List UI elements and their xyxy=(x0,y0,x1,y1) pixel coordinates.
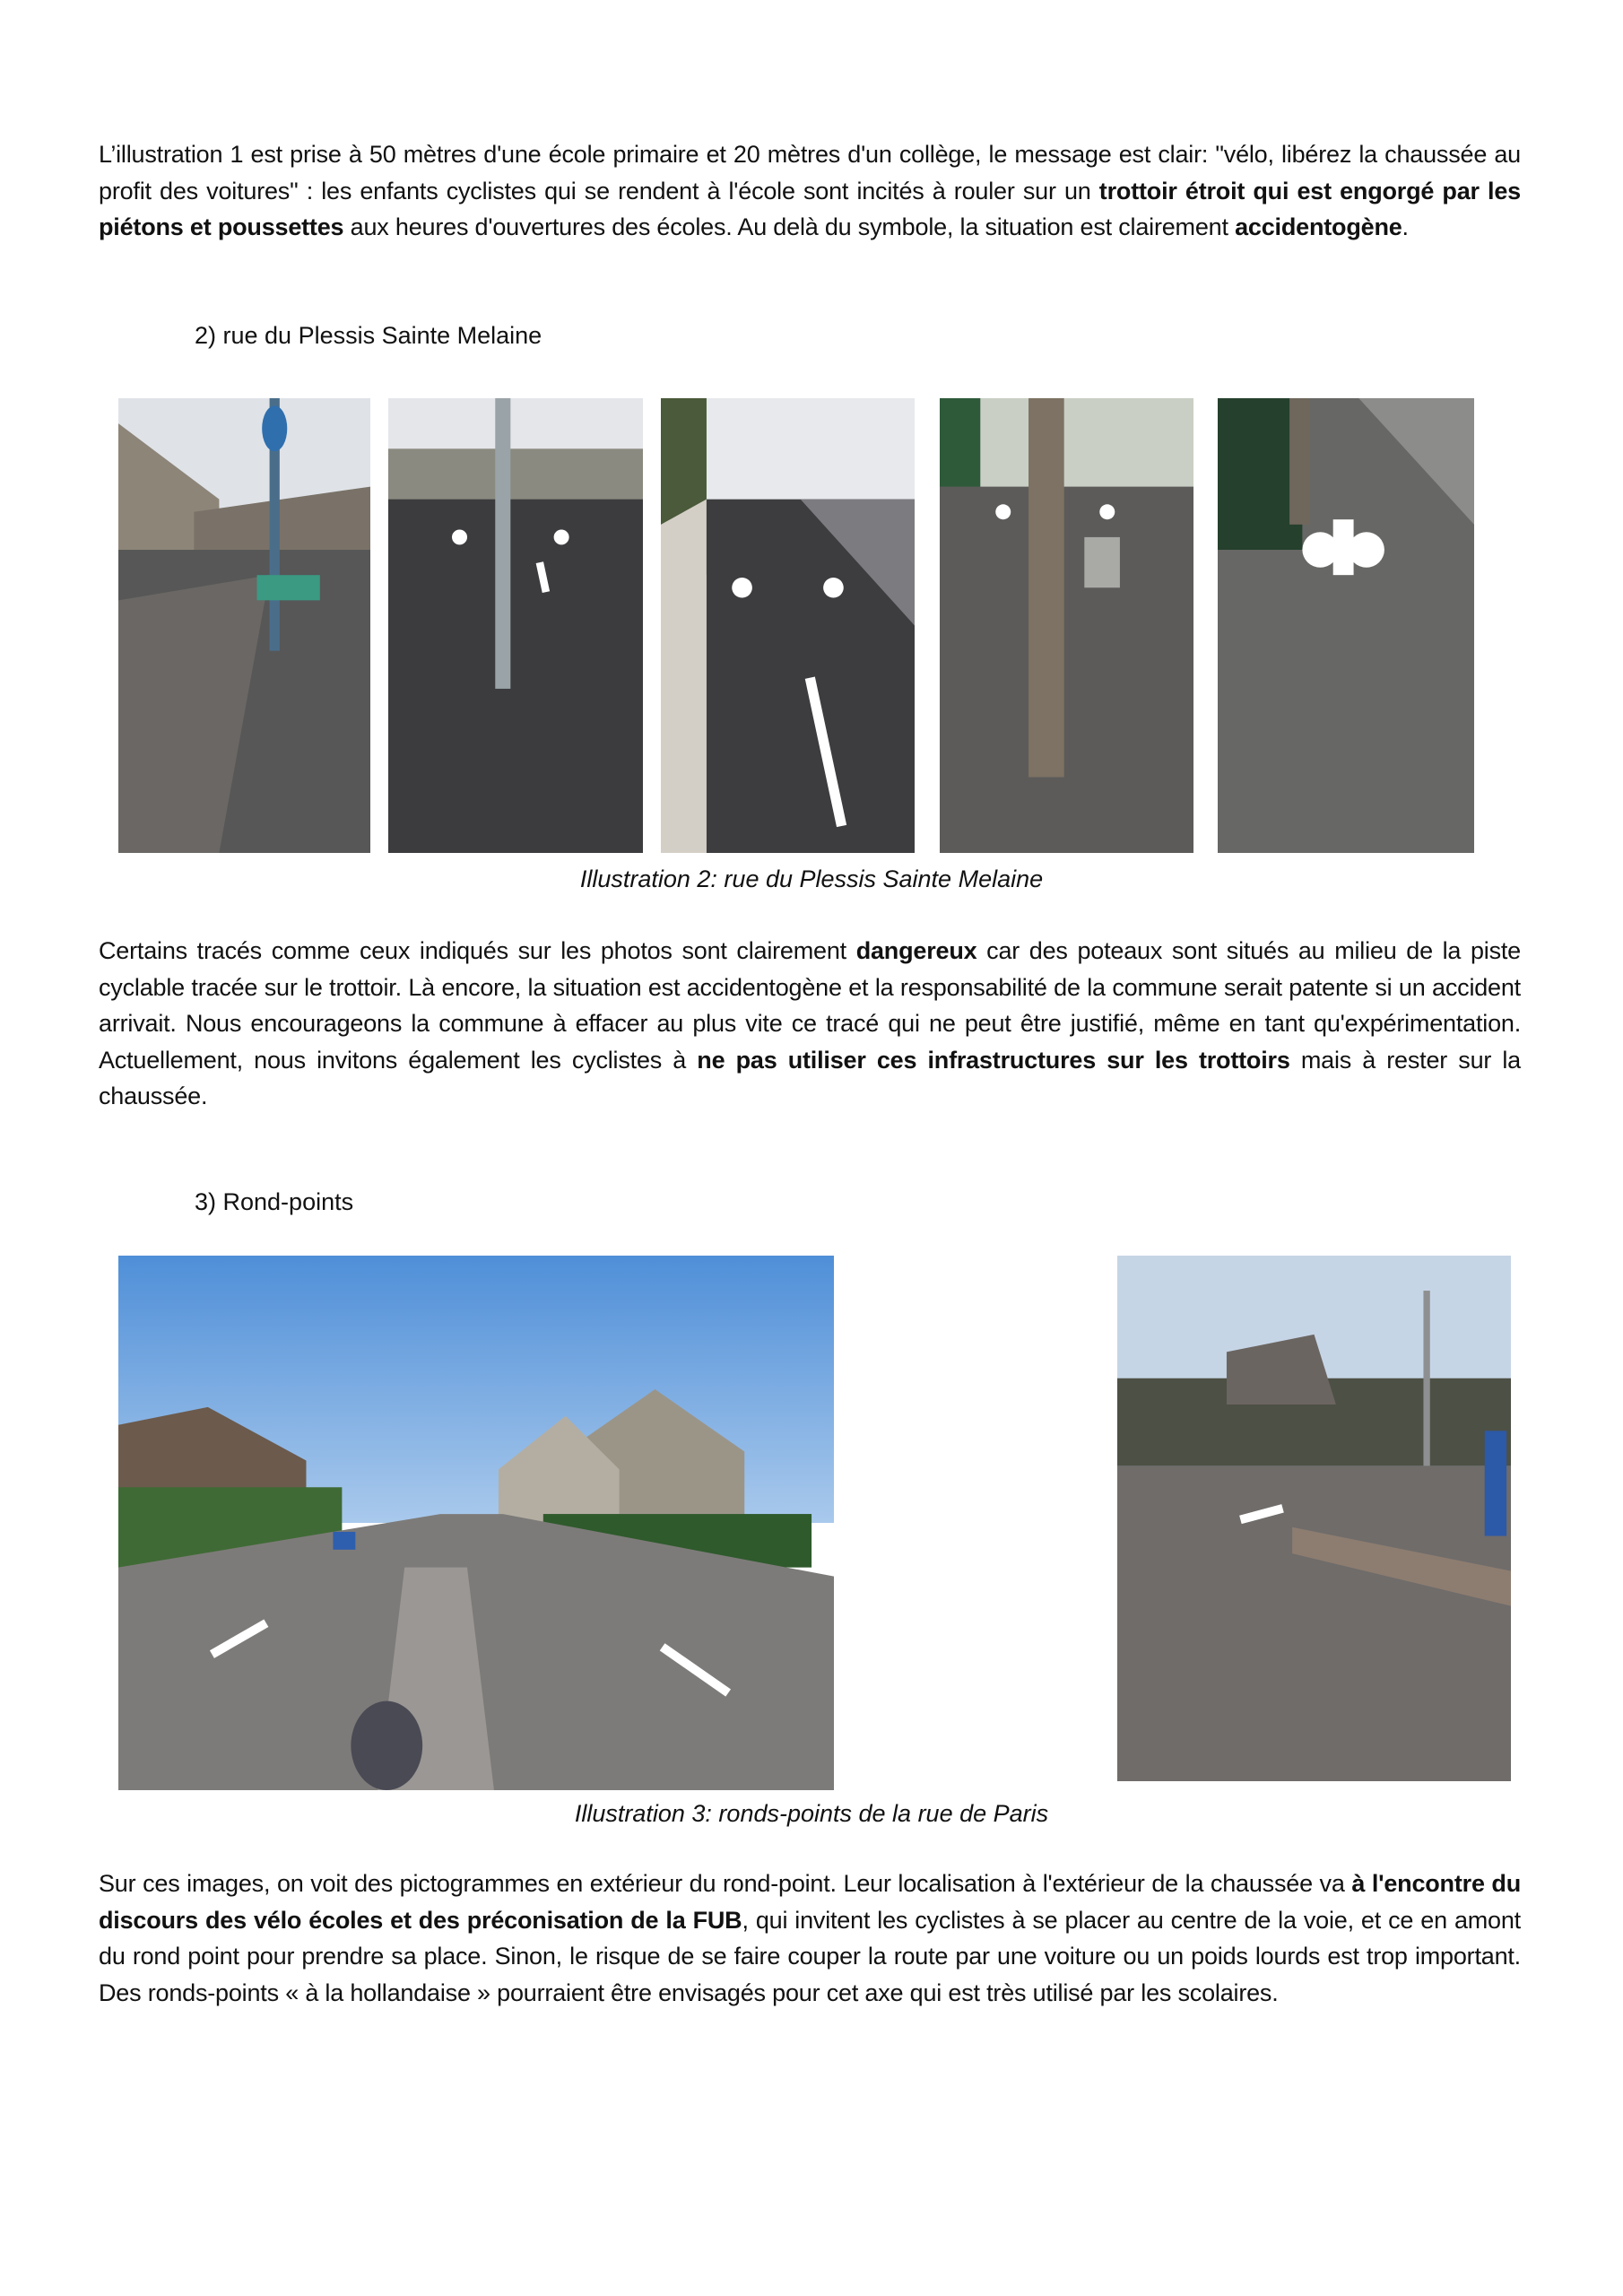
text-run: . xyxy=(1402,213,1409,241)
text-run: car des poteaux sont situés au milieu de la piste cyclable tracée sur le trottoir. Là encore, la situation est accidentogène et la responsabilité de la commune serait patente si un accident arrivait. Nous encourageons la commune à effacer au plus vite ce tracé qui ne peut être justifié, même en tant qu'expérimentation. Actuellement, nous invitons également les cyclistes à xyxy=(99,937,1521,1074)
photo-roundabout-corner xyxy=(1117,1256,1511,1781)
section-heading-3: 3) Rond-points xyxy=(195,1188,354,1215)
photo-street-corner xyxy=(118,398,370,853)
photo-roundabout-street xyxy=(118,1256,834,1790)
paragraph-illustration-1 xyxy=(99,136,1521,246)
caption-illustration-2: Illustration 2: rue du Plessis Sainte Melaine xyxy=(579,865,1044,892)
photo-bike-lane-wall xyxy=(661,398,915,853)
bold-run: trottoir étroit qui est engorgé par les piétons et poussettes xyxy=(99,177,1521,241)
bold-run: accidentogène xyxy=(1235,213,1402,241)
text-run: , qui invitent les cyclistes à se placer au centre de la voie, et ce en amont du rond point pour prendre sa place. Sinon, le risque de se faire couper la route par une voiture ou un poids lourds est trop important. Des ronds-points « à la hollandaise » pourraient être envisagés pour cet axe qui est très utilisé par les scolaires. xyxy=(99,1906,1521,2006)
text-run: L’illustration 1 est prise à 50 mètres d'une école primaire et 20 mètres d'un collège, le message est clair: "vélo, libérez la chaussée au profit des voitures" : les enfants cyclistes qui se rendent à l'école sont incités à rouler sur un xyxy=(99,141,1521,204)
text-run: Sur ces images, on voit des pictogrammes en extérieur du rond-point. Leur localisation à l'extérieur de la chaussée va xyxy=(99,1870,1352,1897)
paragraph-roundabout-pictograms xyxy=(99,1866,1521,2011)
bold-run: dangereux xyxy=(855,937,977,964)
text-run: mais à rester sur la chaussée. xyxy=(99,1046,1521,1110)
caption-illustration-3: Illustration 3: ronds-points de la rue de Paris xyxy=(574,1800,1049,1827)
photo-bike-lane-utility-pole xyxy=(940,398,1193,853)
bold-run: ne pas utiliser ces infrastructures sur les trottoirs xyxy=(697,1046,1290,1074)
text-run: Certains tracés comme ceux indiqués sur les photos sont clairement xyxy=(99,937,856,964)
paragraph-dangerous-tracks xyxy=(99,933,1521,1115)
section-heading-2: 2) rue du Plessis Sainte Melaine xyxy=(195,322,542,349)
bold-run: à l'encontre du discours des vélo écoles et des préconisation de la FUB xyxy=(99,1870,1522,1934)
photo-sidewalk-pictogram xyxy=(1218,398,1474,853)
photo-bike-lane-pole xyxy=(388,398,643,853)
text-run: aux heures d'ouvertures des écoles. Au delà du symbole, la situation est clairement xyxy=(343,213,1236,241)
